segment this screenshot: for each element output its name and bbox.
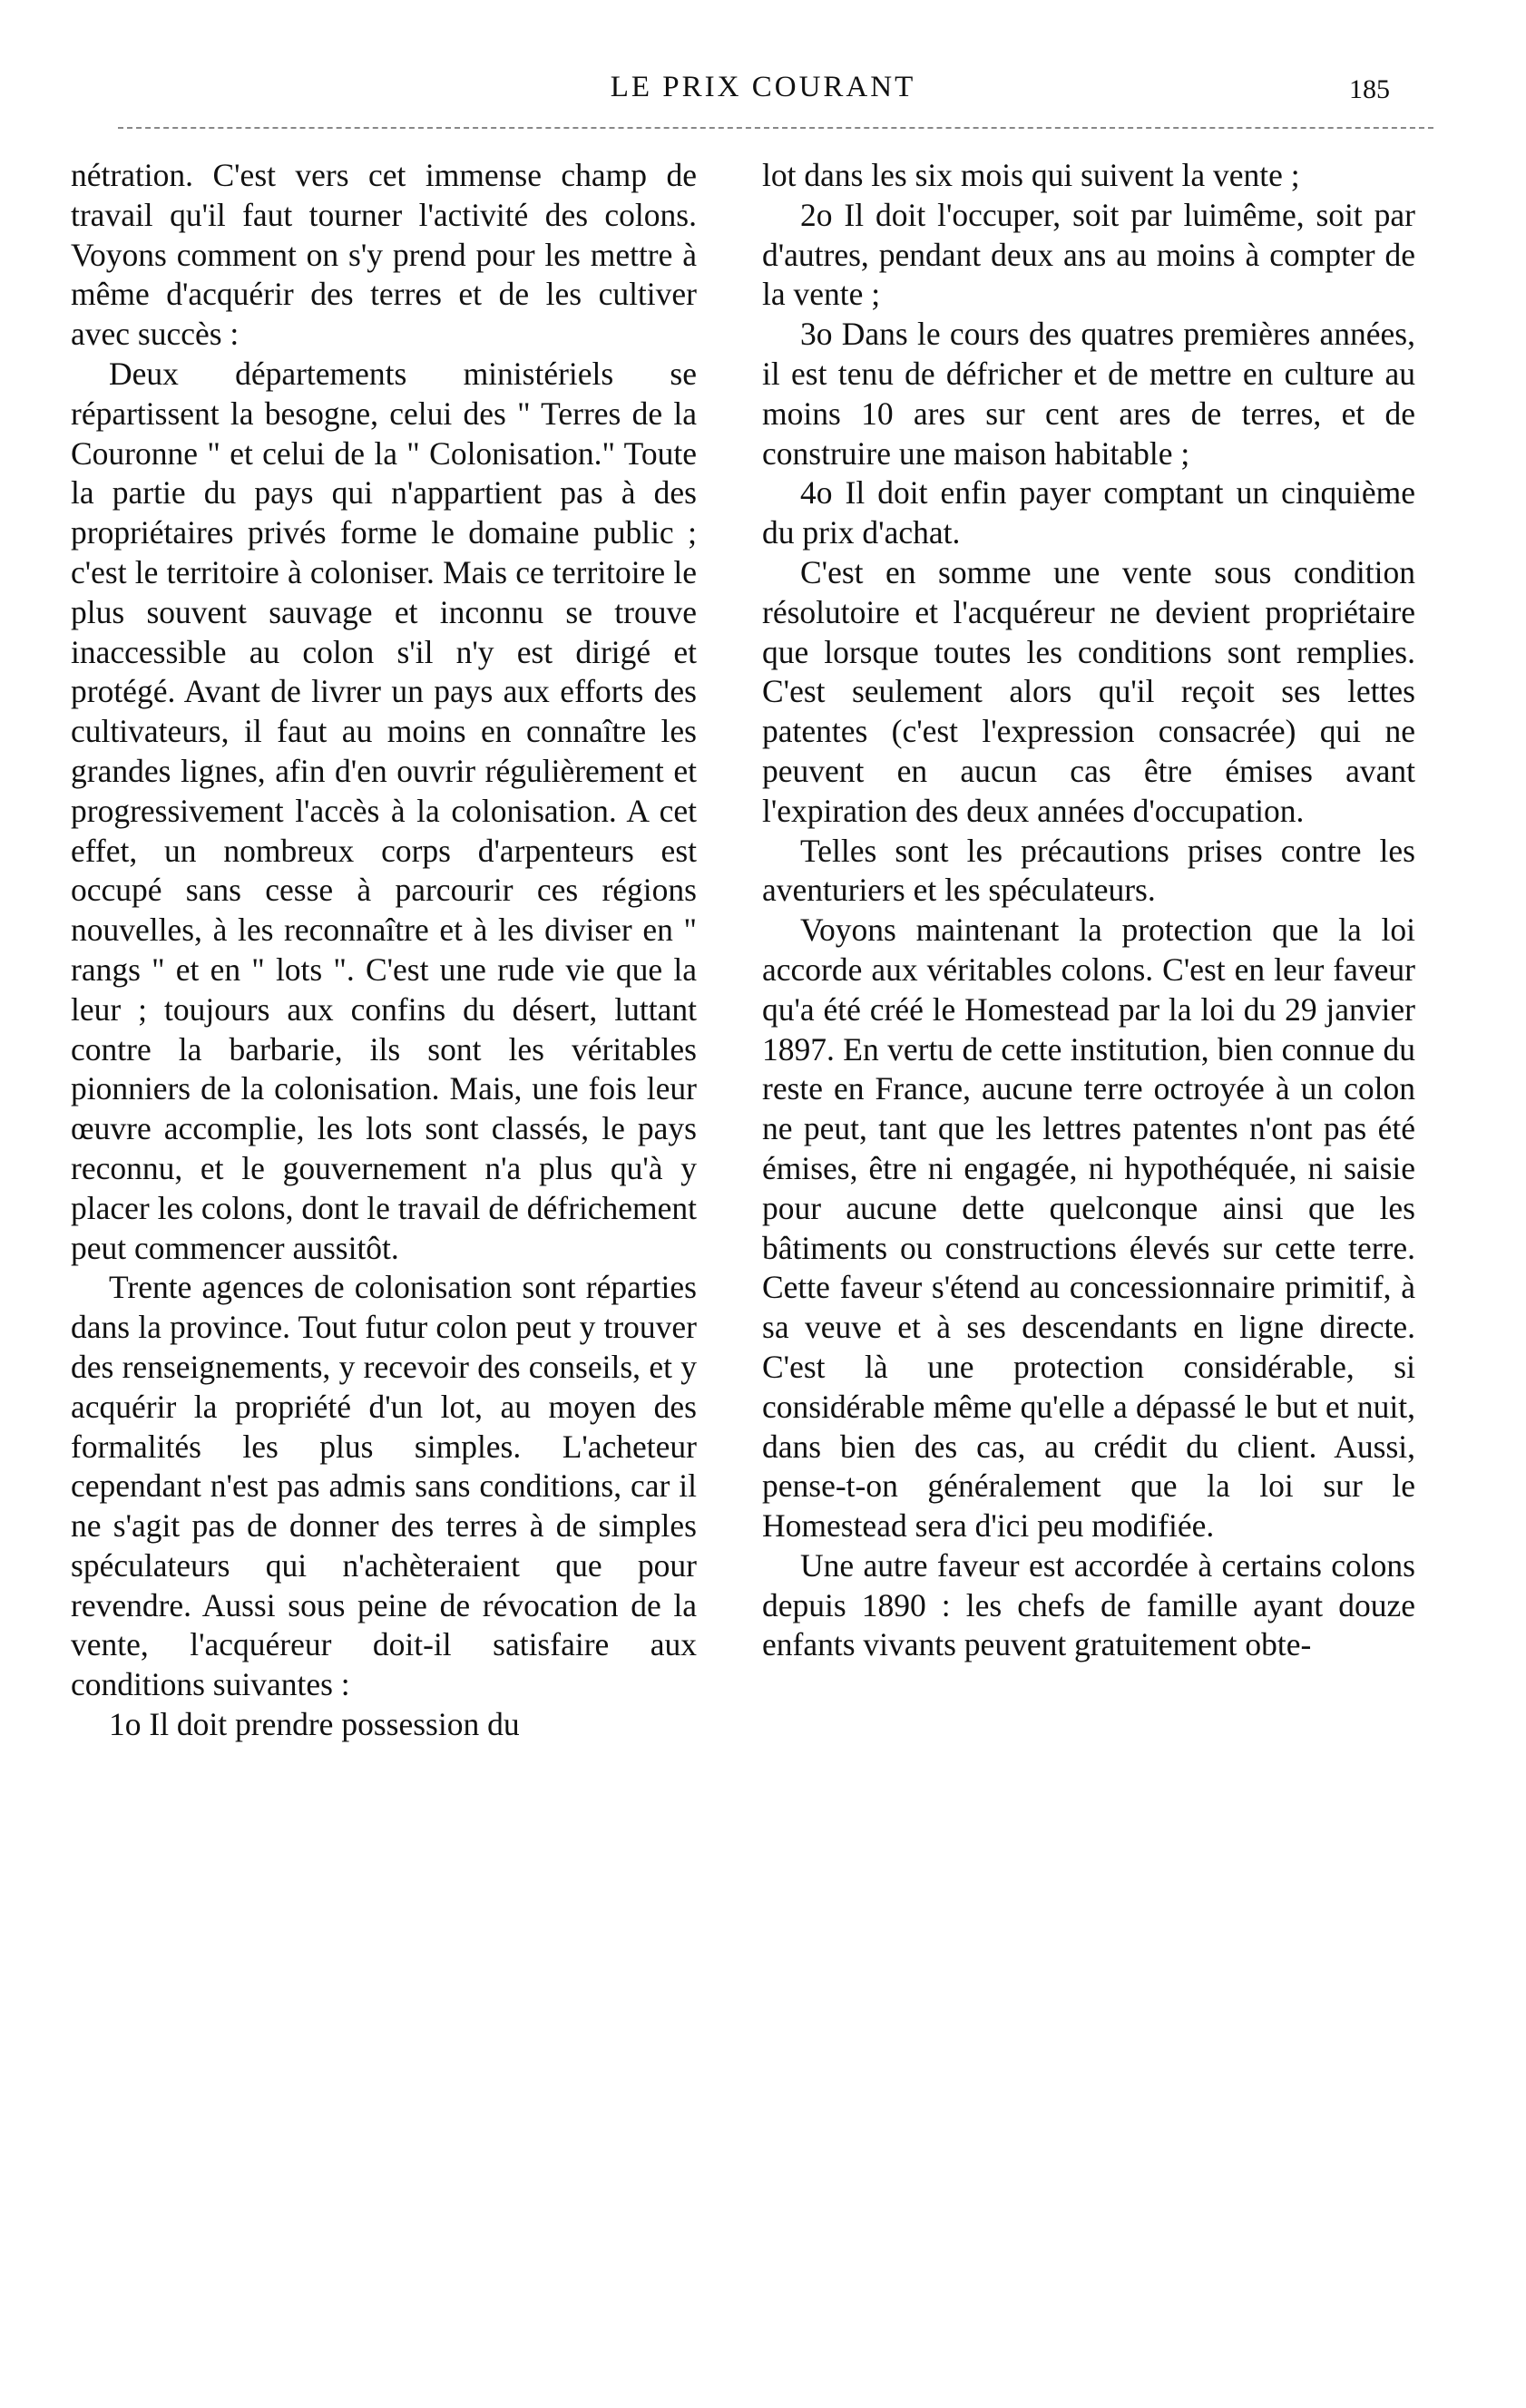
left-column <box>71 156 697 1745</box>
header-rule <box>118 127 1433 129</box>
paragraph: lot dans les six mois qui suivent la vente ; <box>762 157 1300 193</box>
page-number: 185 <box>1349 74 1390 104</box>
paragraph: C'est en somme une vente sous condition résolutoire et l'acquéreur ne devient propriétaire que lorsque toutes les conditions sont remplies. C'est seulement alors qu'il reçoit ses lettes patentes (c'est l'expression consacrée) qui ne peuvent en aucun cas être émises avant l'expiration des deux années d'occupation. <box>762 553 1415 829</box>
paragraph: 4o Il doit enfin payer comptant un cinquième du prix d'achat. <box>762 474 1415 551</box>
paragraph: 1o Il doit prendre possession du <box>109 1706 520 1743</box>
paragraph: Une autre faveur est accordée à certains colons depuis 1890 : les chefs de famille ayant douze enfants vivants peuvent gratuitement obte- <box>762 1546 1415 1663</box>
paragraph: Voyons maintenant la protection que la loi accorde aux véritables colons. C'est en leur faveur qu'a été créé le Homestead par la loi du 29 janvier 1897. En vertu de cette institution, bien connue du reste en France, aucune terre octroyée à un colon ne peut, tant que les lettres patentes n'ont pas été émises, être ni engagée, ni hypothéquée, ni saisie pour aucune dette quelconque ainsi que les bâtiments ou constructions élevés sur cette terre. Cette faveur s'étend au concessionnaire primitif, à sa veuve et à ses descendants en ligne directe. C'est là une protection considérable, si considérable même qu'elle a dépassé le but et nuit, dans bien des cas, au crédit du client. Aussi, pense-t-on généralement que la loi sur le Homestead sera d'ici peu modifiée. <box>762 912 1415 1545</box>
paragraph: Trente agences de colonisation sont réparties dans la province. Tout futur colon peut y trouver des renseignements, y recevoir des conseils, et y acquérir la propriété d'un lot, au moyen des formalités les plus simples. L'acheteur cependant n'est pas admis sans conditions, car il ne s'agit pas de donner des terres à de simples spéculateurs qui n'achèteraient que pour revendre. Aussi sous peine de révocation de la vente, l'acquéreur doit-il satisfaire aux conditions suivantes : <box>71 1269 697 1703</box>
paragraph: nétration. C'est vers cet immense champ de travail qu'il faut tourner l'activité des colons. Voyons comment on s'y prend pour les mettre à même d'acquérir des terres et de les cultiver avec succès : <box>71 157 697 353</box>
right-column <box>762 156 1415 1665</box>
running-title: LE PRIX COURANT <box>610 71 916 103</box>
paragraph: 2o Il doit l'occuper, soit par luimême, soit par d'autres, pendant deux ans au moins à compter de la vente ; <box>762 196 1415 313</box>
paragraph: Deux départements ministériels se répartissent la besogne, celui des " Terres de la Couronne " et celui de la " Colonisation." Toute la partie du pays qui n'appartient pas à des propriétaires privés forme le domaine public ; c'est le territoire à coloniser. Mais ce territoire le plus souvent sauvage et inconnu se trouve inaccessible au colon s'il n'y est dirigé et protégé. Avant de livrer un pays aux efforts des cultivateurs, il faut au moins en connaître les grandes lignes, afin d'en ouvrir régulièrement et progressivement l'accès à la colonisation. A cet effet, un nombreux corps d'arpenteurs est occupé sans cesse à parcourir ces régions nouvelles, à les reconnaître et à les diviser en " rangs " et en " lots ". C'est une rude vie que la leur ; toujours aux confins du désert, luttant contre la barbarie, ils sont les véritables pionniers de la colonisation. Mais, une fois leur œuvre accomplie, les lots sont classés, le pays reconnu, et le gouvernement n'a plus qu'à y placer les colons, dont le travail de défrichement peut commencer aussitôt. <box>71 355 697 1266</box>
paragraph: 3o Dans le cours des quatres premières années, il est tenu de défricher et de mettre en culture au moins 10 ares sur cent ares de terres, et de construire une maison habitable ; <box>762 316 1415 472</box>
paragraph: Telles sont les précautions prises contre les aventuriers et les spéculateurs. <box>762 832 1415 909</box>
page-header <box>0 63 1526 118</box>
